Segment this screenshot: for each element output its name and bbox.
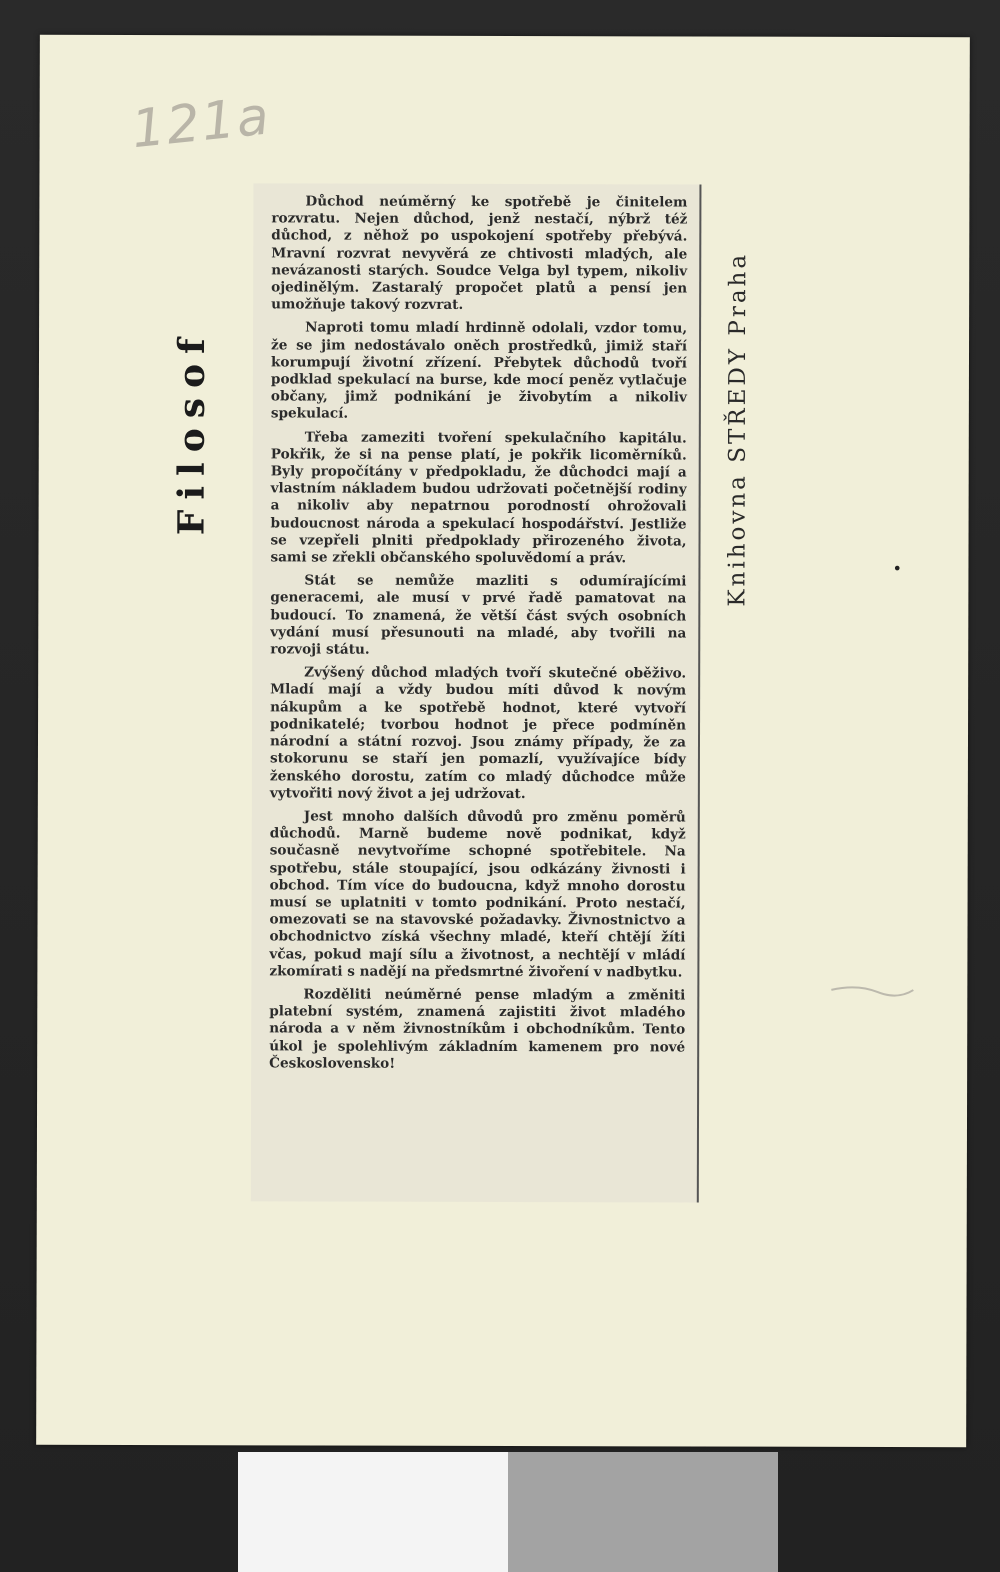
ink-speck: • (892, 559, 902, 579)
article-paragraph: Stát se nemůže mazliti s odumírajícími generacemi, ale musí v prvé řadě pamatovat na budoucí. To znamená, že větší část svých osobních vydání musí přesunouti na mladé, aby tvořili na rozvoji státu. (270, 572, 687, 658)
stamp-title-text: Filosof (170, 328, 214, 536)
newspaper-clipping (251, 183, 702, 1202)
archive-card (36, 35, 970, 1447)
pencil-mark (827, 982, 917, 1006)
library-stamp (724, 227, 765, 607)
article-paragraph: Důchod neúměrný ke spotřebě je činitelem rozvratu. Nejen důchod, jenž nestačí, nýbrž též důchod, z něhož po uspokojení spotřeby přebývá. Mravní rozvrat nevyvěrá ze chtivosti mladých, ale nevázanosti starých. Soudce Velga byl typem, nikoliv ojedinělým. Zastaralý propočet platů a pensí jen umožňuje takový rozvrat. (271, 193, 688, 314)
library-stamp-text: Knihovna STŘEDY Praha (724, 251, 752, 607)
calibration-gray-patch (508, 1452, 778, 1572)
calibration-strip (238, 1452, 778, 1572)
article-paragraph: Jest mnoho dalších důvodů pro změnu poměrů důchodů. Marně budeme nově podnikat, když současně nevytvoříme schopné spotřebitele. Na spotřebu, stále stoupající, jsou odkázány živnosti i obchod. Tím více do budoucna, když mnoho dorostu musí se uplatniti v tomto podnikání. Proto nestačí, omezovati se na stavovské požadavky. Živnostnictvo a obchodnictvo získá všechny mladé, kteří chtějí žíti včas, pokud mají sílu a životnost, a nechtějí v mládí zkomírati s nadějí na předsmrtné živoření v nadbytku. (269, 808, 686, 981)
article-paragraph: Zvýšený důchod mladých tvoří skutečné oběživo. Mladí mají a vždy budou míti důvod k novým nákupům a ke spotřebě hodnot, které vytvoří podnikatelé; tvorbou hodnot je přece podmíněn národní a státní rozvoj. Jsou známy případy, že za stokorunu se staří jen pomazlí, využívajíce bídy ženského dorostu, zatím co mladý důchodce může vytvořiti nový život a jej udržovat. (269, 664, 687, 802)
article-paragraph: Třeba zameziti tvoření spekulačního kapitálu. Pokřik, že si na pense platí, je pokřik licoměrníků. Byly propočítány v předpokladu, že důchodci mají a vlastním nákladem budou udržovati početnější rodiny a nikoliv aby nepatrnou porodností ohrožovali budoucnost národa a spekulací hospodářství. Jestliže se vzepřeli plniti předpoklady přirozeného života, sami se zřekli občanského spoluvědomí a práv. (270, 429, 687, 567)
article-paragraph: Naproti tomu mladí hrdinně odolali, vzdor tomu, že se jim nedostávalo oněch prostředků, jimiž staří korumpují životní zřízení. Přebytek důchodů tvoří podklad spekulací na burse, kde mocí peněz vytlačuje občany, jimž podnikání je živobytím a nikoliv spekulací. (270, 319, 688, 423)
handwritten-note: 121a (128, 86, 274, 161)
article-body (269, 193, 687, 1079)
calibration-white-patch (238, 1452, 508, 1572)
article-paragraph: Rozděliti neúměrné pense mladým a změniti platební systém, znamená zajistiti život mladého národa a v něm živnostníkům i obchodníkům. Tento úkol je spolehlivým základním kamenem pro nové Československo! (269, 986, 686, 1072)
stamp-title (171, 275, 232, 535)
